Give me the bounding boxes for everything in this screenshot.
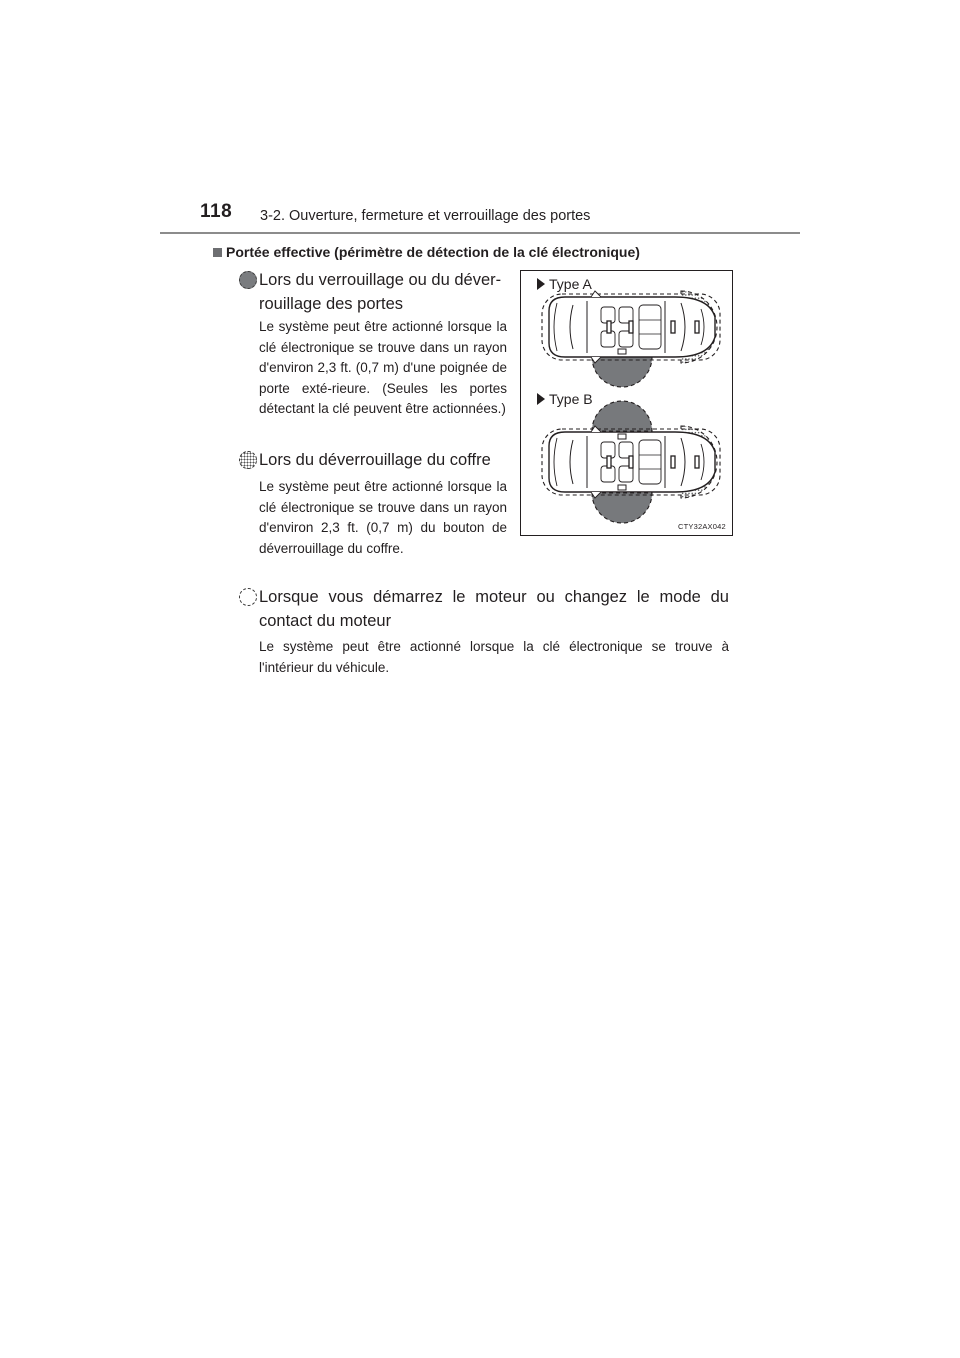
detection-range-figure (520, 270, 733, 536)
item-body-engine: Le système peut être actionné lorsque la clé électronique se trouve à l'intérieur du véhicule. (259, 639, 729, 675)
item-title-doors: Lors du verrouillage ou du déver-rouillage des portes (259, 271, 502, 313)
door-handle-b-bottom (618, 485, 626, 490)
page-number: 118 (200, 201, 233, 222)
header-divider (160, 232, 800, 234)
door-zone-a (592, 357, 652, 387)
door-handle-a (618, 349, 626, 354)
car-top-view-a (542, 291, 720, 363)
outline-zone-icon (239, 588, 257, 606)
door-handle-b-top (618, 434, 626, 439)
type-b-label (537, 391, 593, 407)
type-a-text: Type A (549, 276, 592, 292)
chapter-title: 3-2. Ouverture, fermeture et verrouillage des portes (260, 208, 591, 224)
door-zone-b-top (592, 401, 652, 431)
section-heading (213, 244, 640, 260)
figure-illustration (521, 271, 733, 536)
dotted-zone-icon (239, 451, 257, 469)
triangle-bullet-icon (537, 393, 545, 405)
item-title-trunk: Lors du déverrouillage du coffre (259, 451, 491, 469)
type-b-text: Type B (549, 391, 593, 407)
item-body-doors: Le système peut être actionné lorsque la clé électronique se trouve dans un rayon d'environ 2,3 ft. (0,7 m) d'une poignée de porte exté-rieure. (Seules les portes détectant la clé peuvent être actionnées.) (259, 319, 507, 416)
triangle-bullet-icon (537, 278, 545, 290)
type-a-label (537, 276, 592, 292)
item-title-engine: Lorsque vous démarrez le moteur ou changez le mode du contact du moteur (259, 588, 729, 630)
dark-filled-zone-icon (239, 271, 257, 289)
item-body-trunk: Le système peut être actionné lorsque la clé électronique se trouve dans un rayon d'environ 2,3 ft. (0,7 m) du bouton de déverrouillage du coffre. (259, 479, 507, 556)
door-zone-b-bottom (592, 493, 652, 523)
figure-code: CTY32AX042 (678, 522, 726, 531)
car-top-view-b (542, 426, 720, 498)
section-heading-text: Portée effective (périmètre de détection de la clé électronique) (226, 244, 640, 260)
square-bullet-icon (213, 248, 222, 257)
